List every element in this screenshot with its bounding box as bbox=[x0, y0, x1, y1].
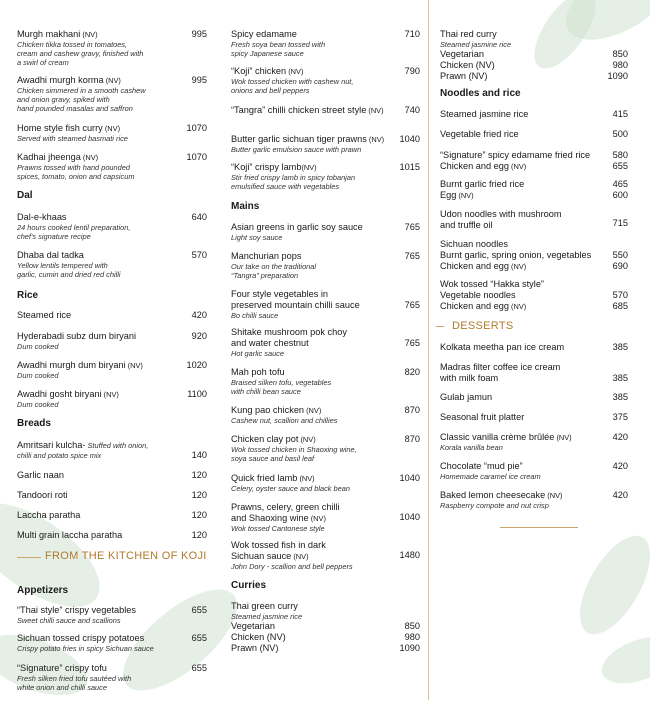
menu-item: Chicken clay pot (NV) Wok tossed chicken in Shaoxing wine, soya sauce and basil leaf 870 bbox=[231, 434, 420, 463]
menu-item: Sichuan noodles Burnt garlic, spring onion, vegetables 550 Chicken and egg (NV) 690 bbox=[440, 239, 628, 271]
menu-item: Sichuan tossed crispy potatoes Crispy potato fries in spicy Sichuan sauce 655 bbox=[17, 633, 207, 653]
menu-item: Vegetable fried rice 500 bbox=[440, 129, 628, 139]
section-heading-appetizers: Appetizers bbox=[17, 585, 69, 596]
menu-item: Multi grain laccha paratha 120 bbox=[17, 530, 207, 540]
menu-item: Seasonal fruit platter 375 bbox=[440, 412, 628, 422]
menu-item: Mah poh tofu Braised silken tofu, vegetables with chilli bean sauce 820 bbox=[231, 367, 420, 396]
menu-item: Dal-e-khaas 24 hours cooked lentil preparation, chef's signature recipe 640 bbox=[17, 212, 207, 241]
menu-item: Asian greens in garlic soy sauce Light soy sauce 765 bbox=[231, 222, 420, 242]
menu-item: Awadhi murgh korma (NV) Chicken simmered in a smooth cashew and onion gravy, spiked with hand pounded masalas and saffron 995 bbox=[17, 75, 207, 113]
menu-item: Kolkata meetha pan ice cream 385 bbox=[440, 342, 628, 352]
menu-item: Four style vegetables in preserved mountain chilli sauce Bo chilli sauce 765 bbox=[231, 289, 420, 320]
menu-item: Home style fish curry (NV) Served with steamed basmati rice 1070 bbox=[17, 123, 207, 143]
menu-item: Chocolate “mud pie” Homemade caramel ice cream 420 bbox=[440, 461, 628, 481]
menu-item: Garlic naan 120 bbox=[17, 470, 207, 480]
menu-item: “Koji” crispy lamb(NV) Stir fried crispy lamb in spicy tobanjan emulsified sauce with vegetables 1015 bbox=[231, 162, 420, 191]
menu-item: Thai green curry Steamed jasmine rice Vegetarian 850 Chicken (NV) 980 Prawn (NV) 1090 bbox=[231, 601, 420, 653]
section-heading-koji: FROM THE KITCHEN OF KOJI bbox=[45, 550, 207, 562]
menu-item: Hyderabadi subz dum biryani Dum cooked 920 bbox=[17, 331, 207, 351]
menu-item: Gulab jamun 385 bbox=[440, 392, 628, 402]
menu-item: Butter garlic sichuan tiger prawns (NV) Butter garlic emulsion sauce with prawn 1040 bbox=[231, 134, 420, 154]
menu-item: Wok tossed fish in dark Sichuan sauce (NV) John Dory - scallion and bell peppers 1480 bbox=[231, 540, 420, 571]
section-heading-rice: Rice bbox=[17, 290, 39, 301]
menu-item: Shitake mushroom pok choy and water chestnut Hot garlic sauce 765 bbox=[231, 327, 420, 358]
closing-rule bbox=[500, 527, 578, 528]
menu-item: “Tangra” chilli chicken street style (NV) 740 bbox=[231, 105, 420, 115]
column-divider bbox=[428, 0, 429, 700]
menu-item: Burnt garlic fried rice 465 Egg (NV) 600 bbox=[440, 179, 628, 200]
menu-item: Awadhi gosht biryani (NV) Dum cooked 1100 bbox=[17, 389, 207, 409]
menu-item: Steamed rice 420 bbox=[17, 310, 207, 320]
menu-item: Udon noodles with mushroom and truffle oil 715 bbox=[440, 209, 628, 230]
menu-item: “Signature” crispy tofu Fresh silken fried tofu sautéed with white onion and chilli sauce 655 bbox=[17, 663, 207, 692]
menu-item: Steamed jasmine rice 415 bbox=[440, 109, 628, 119]
menu-item: Quick fried lamb (NV) Celery, oyster sauce and black bean 1040 bbox=[231, 473, 420, 493]
menu-item: Amritsari kulcha- Stuffed with onion, chilli and potato spice mix 140 bbox=[17, 440, 207, 460]
menu-item: “Koji” chicken (NV) Wok tossed chicken with cashew nut, onions and bell peppers 790 bbox=[231, 66, 420, 95]
menu-item: Murgh makhani (NV) Chicken tikka tossed in tomatoes, cream and cashew gravy, finished with a swirl of cream 995 bbox=[17, 29, 207, 67]
menu-item: “Signature” spicy edamame fried rice 580 Chicken and egg (NV) 655 bbox=[440, 150, 628, 171]
section-heading-desserts: DESSERTS bbox=[452, 320, 514, 332]
section-heading-mains: Mains bbox=[231, 201, 260, 212]
menu-item: Spicy edamame Fresh soya bean tossed with spicy Japanese sauce 710 bbox=[231, 29, 420, 58]
section-heading-noodles: Noodles and rice bbox=[440, 88, 521, 99]
heading-rule bbox=[436, 326, 444, 327]
menu-item: Baked lemon cheesecake (NV) Raspberry compote and nut crisp 420 bbox=[440, 490, 628, 510]
menu-item: Kadhai jheenga (NV) Prawns tossed with hand pounded spices, tomato, onion and capsicum 1070 bbox=[17, 152, 207, 181]
section-heading-dal: Dal bbox=[17, 190, 33, 201]
menu-item: Manchurian pops Our take on the traditional “Tangra” preparation 765 bbox=[231, 251, 420, 280]
menu-item: Prawns, celery, green chilli and Shaoxing wine (NV) Wok tossed Cantonese style 1040 bbox=[231, 502, 420, 533]
section-heading-breads: Breads bbox=[17, 418, 51, 429]
menu-item: Classic vanilla crème brûlée (NV) Korala vanilla bean 420 bbox=[440, 432, 628, 452]
menu-item: Kung pao chicken (NV) Cashew nut, scallion and chillies 870 bbox=[231, 405, 420, 425]
menu-item: Thai red curry Steamed jasmine rice Vegetarian 850 Chicken (NV) 980 Prawn (NV) 1090 bbox=[440, 29, 628, 81]
menu-item: Dhaba dal tadka Yellow lentils tempered with garlic, cumin and dried red chilli 570 bbox=[17, 250, 207, 279]
section-heading-curries: Curries bbox=[231, 580, 267, 591]
menu-item: “Thai style” crispy vegetables Sweet chilli sauce and scallions 655 bbox=[17, 605, 207, 625]
decorative-leaf bbox=[566, 525, 650, 645]
menu-item: Madras filter coffee ice cream with milk foam 385 bbox=[440, 362, 628, 383]
heading-rule bbox=[17, 557, 41, 558]
menu-item: Awadhi murgh dum biryani (NV) Dum cooked 1020 bbox=[17, 360, 207, 380]
decorative-leaf bbox=[596, 628, 650, 693]
menu-item: Tandoori roti 120 bbox=[17, 490, 207, 500]
menu-item: Laccha paratha 120 bbox=[17, 510, 207, 520]
menu-item: Wok tossed “Hakka style” Vegetable noodles 570 Chicken and egg (NV) 685 bbox=[440, 279, 628, 311]
